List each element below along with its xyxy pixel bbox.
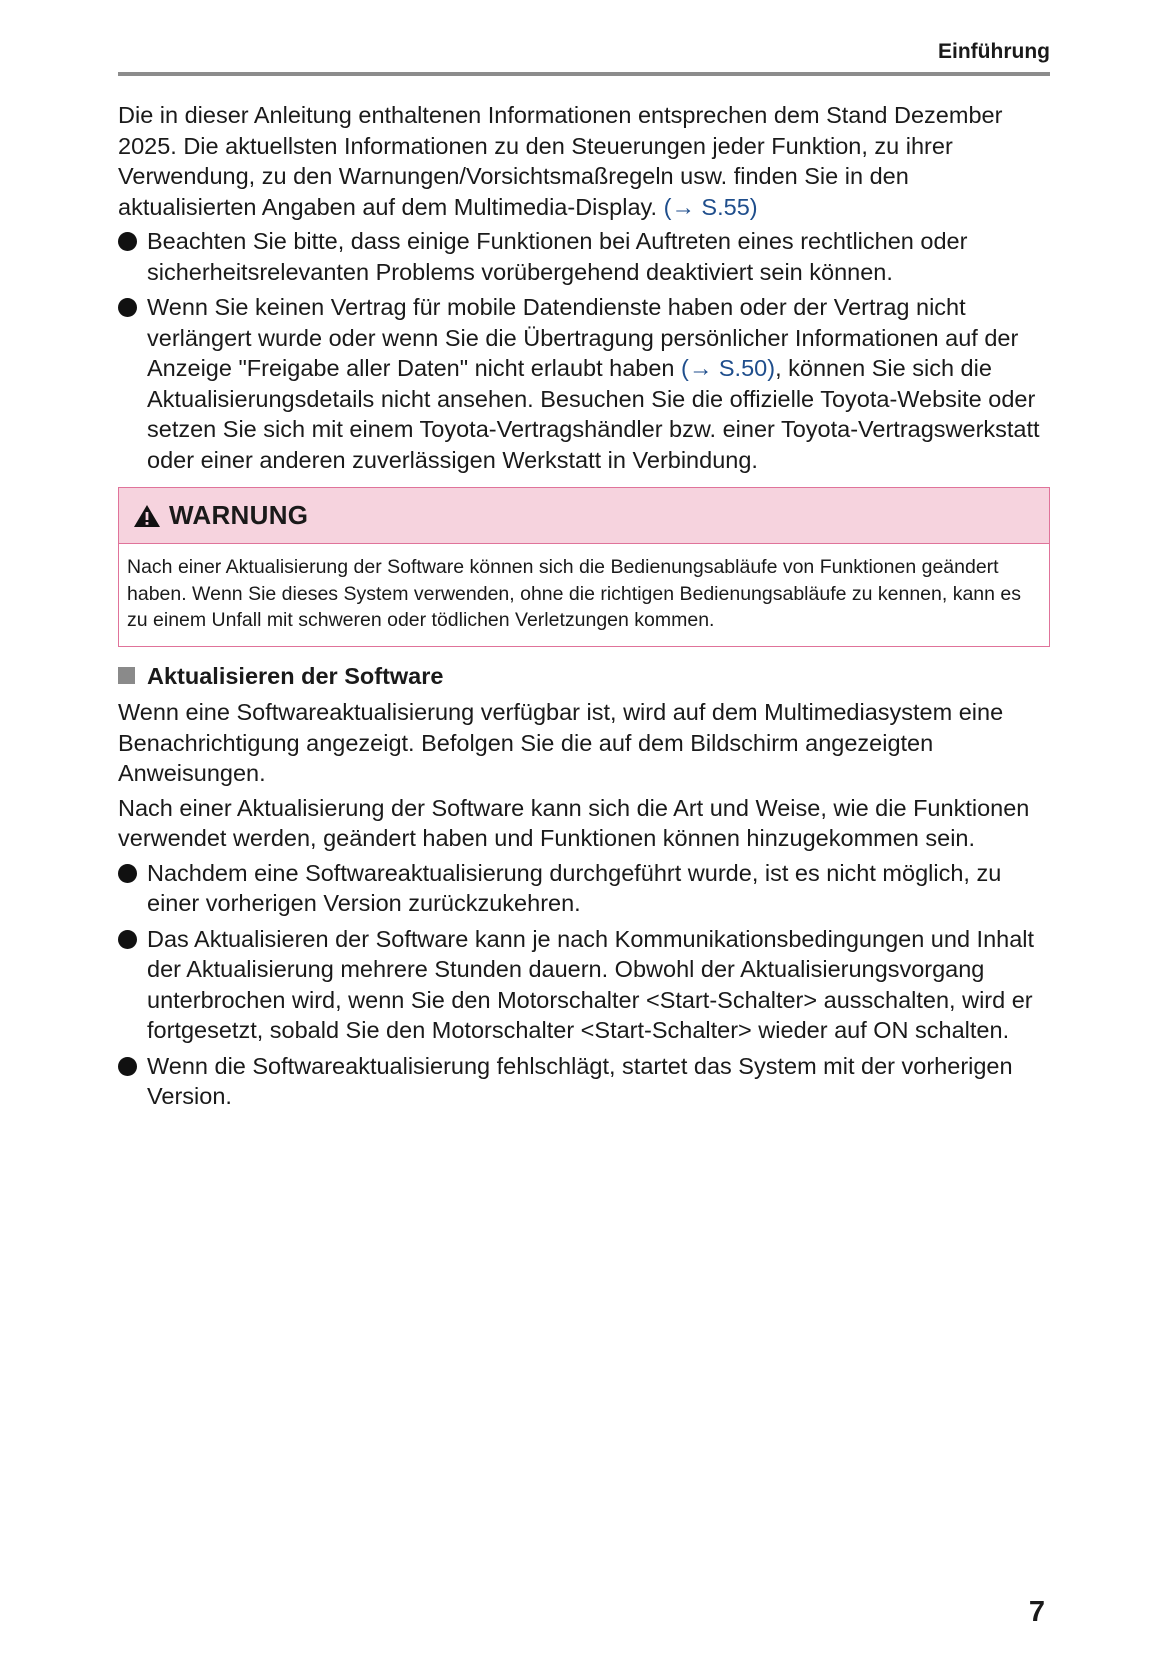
list-item	[118, 292, 1050, 475]
square-bullet-icon	[118, 667, 135, 684]
section-paragraph-2: Nach einer Aktualisierung der Software kann sich die Art und Weise, wie die Funktionen verwendet werden, geändert haben und Funktionen können hinzugekommen sein.	[118, 794, 1030, 851]
intro-paragraph	[118, 100, 1050, 222]
bullet-icon	[118, 864, 137, 883]
page-header	[118, 36, 1050, 76]
list-item-text: Nachdem eine Softwareaktualisierung durchgeführt wurde, ist es nicht möglich, zu einer vorherigen Version zurückzukehren.	[147, 859, 1002, 916]
warning-label: WARNUNG	[169, 500, 309, 531]
intro-text: Die in dieser Anleitung enthaltenen Informationen entsprechen dem Stand Dezember 2025. Die aktuellsten Informationen zu den Steuerungen jeder Funktion, zu ihrer Verwendung, zu den Warnungen/Vorsichtsmaßregeln usw. finden Sie in den aktualisierten Angaben auf dem Multimedia-Display.	[118, 102, 1003, 220]
page-content	[118, 100, 1050, 1117]
warning-header	[119, 488, 1049, 544]
bullet-icon	[118, 930, 137, 949]
section-paragraph-1: Wenn eine Softwareaktualisierung verfügbar ist, wird auf dem Multimediasystem eine Benachrichtigung angezeigt. Befolgen Sie die auf dem Bildschirm angezeigten Anweisungen.	[118, 699, 1004, 786]
list-item	[118, 924, 1050, 1046]
warning-text: Nach einer Aktualisierung der Software können sich die Bedienungsabläufe von Funktionen geändert haben. Wenn Sie dieses System verwenden, ohne die richtigen Bedienungsabläufe zu kennen, kann es zu einem Unfall mit schweren oder tödlichen Verletzungen kommen.	[127, 556, 1021, 631]
page-number: 7	[1028, 1596, 1045, 1628]
list-item-text-cont: , können Sie sich die Aktualisierungsdetails nicht ansehen. Besuchen Sie die offizielle Toyota-Website oder setzen Sie sich mit einem Toyota-Vertragshändler bzw. einer Toyota-Vertragswerkstatt oder einer anderen zuverlässigen Werkstatt in Verbindung.	[147, 355, 1040, 473]
notice-list	[118, 226, 1050, 475]
warning-box	[118, 487, 1050, 647]
list-item	[118, 226, 1050, 287]
list-item	[118, 858, 1050, 919]
list-item-text: Beachten Sie bitte, dass einige Funktionen bei Auftreten eines rechtlichen oder sicherheitsrelevanten Problems vorübergehend deaktiviert sein können.	[147, 228, 968, 285]
section-heading-text: Aktualisieren der Software	[147, 662, 444, 689]
bullet-icon	[118, 298, 137, 317]
list-item-text: Wenn Sie keinen Vertrag für mobile Datendienste haben oder der Vertrag nicht verlängert wurde oder wenn Sie die Übertragung persönlicher Informationen auf der Anzeige "Freigabe aller Daten" nicht erlaubt haben	[147, 294, 1019, 381]
bullet-icon	[118, 1057, 137, 1076]
section-title: Einführung	[938, 40, 1050, 63]
list-item	[118, 1051, 1050, 1112]
bullet-icon	[118, 232, 137, 251]
update-notes-list	[118, 858, 1050, 1112]
page-link[interactable]: (→ S.50)	[681, 355, 776, 381]
list-item-text: Wenn die Softwareaktualisierung fehlschlägt, startet das System mit der vorherigen Version.	[147, 1052, 1013, 1109]
list-item-text: Das Aktualisieren der Software kann je nach Kommunikationsbedingungen und Inhalt der Aktualisierung mehrere Stunden dauern. Obwohl der Aktualisierungsvorgang unterbrochen wird, wenn Sie den Motorschalter <Start-Schalter> ausschalten, wird er fortgesetzt, sobald Sie den Motorschalter <Start-Schalter> wieder auf ON schalten.	[147, 925, 1035, 1043]
warning-triangle-icon	[133, 504, 161, 528]
intro-page-link[interactable]: (→ S.55)	[663, 193, 758, 220]
section-heading	[118, 661, 1050, 692]
